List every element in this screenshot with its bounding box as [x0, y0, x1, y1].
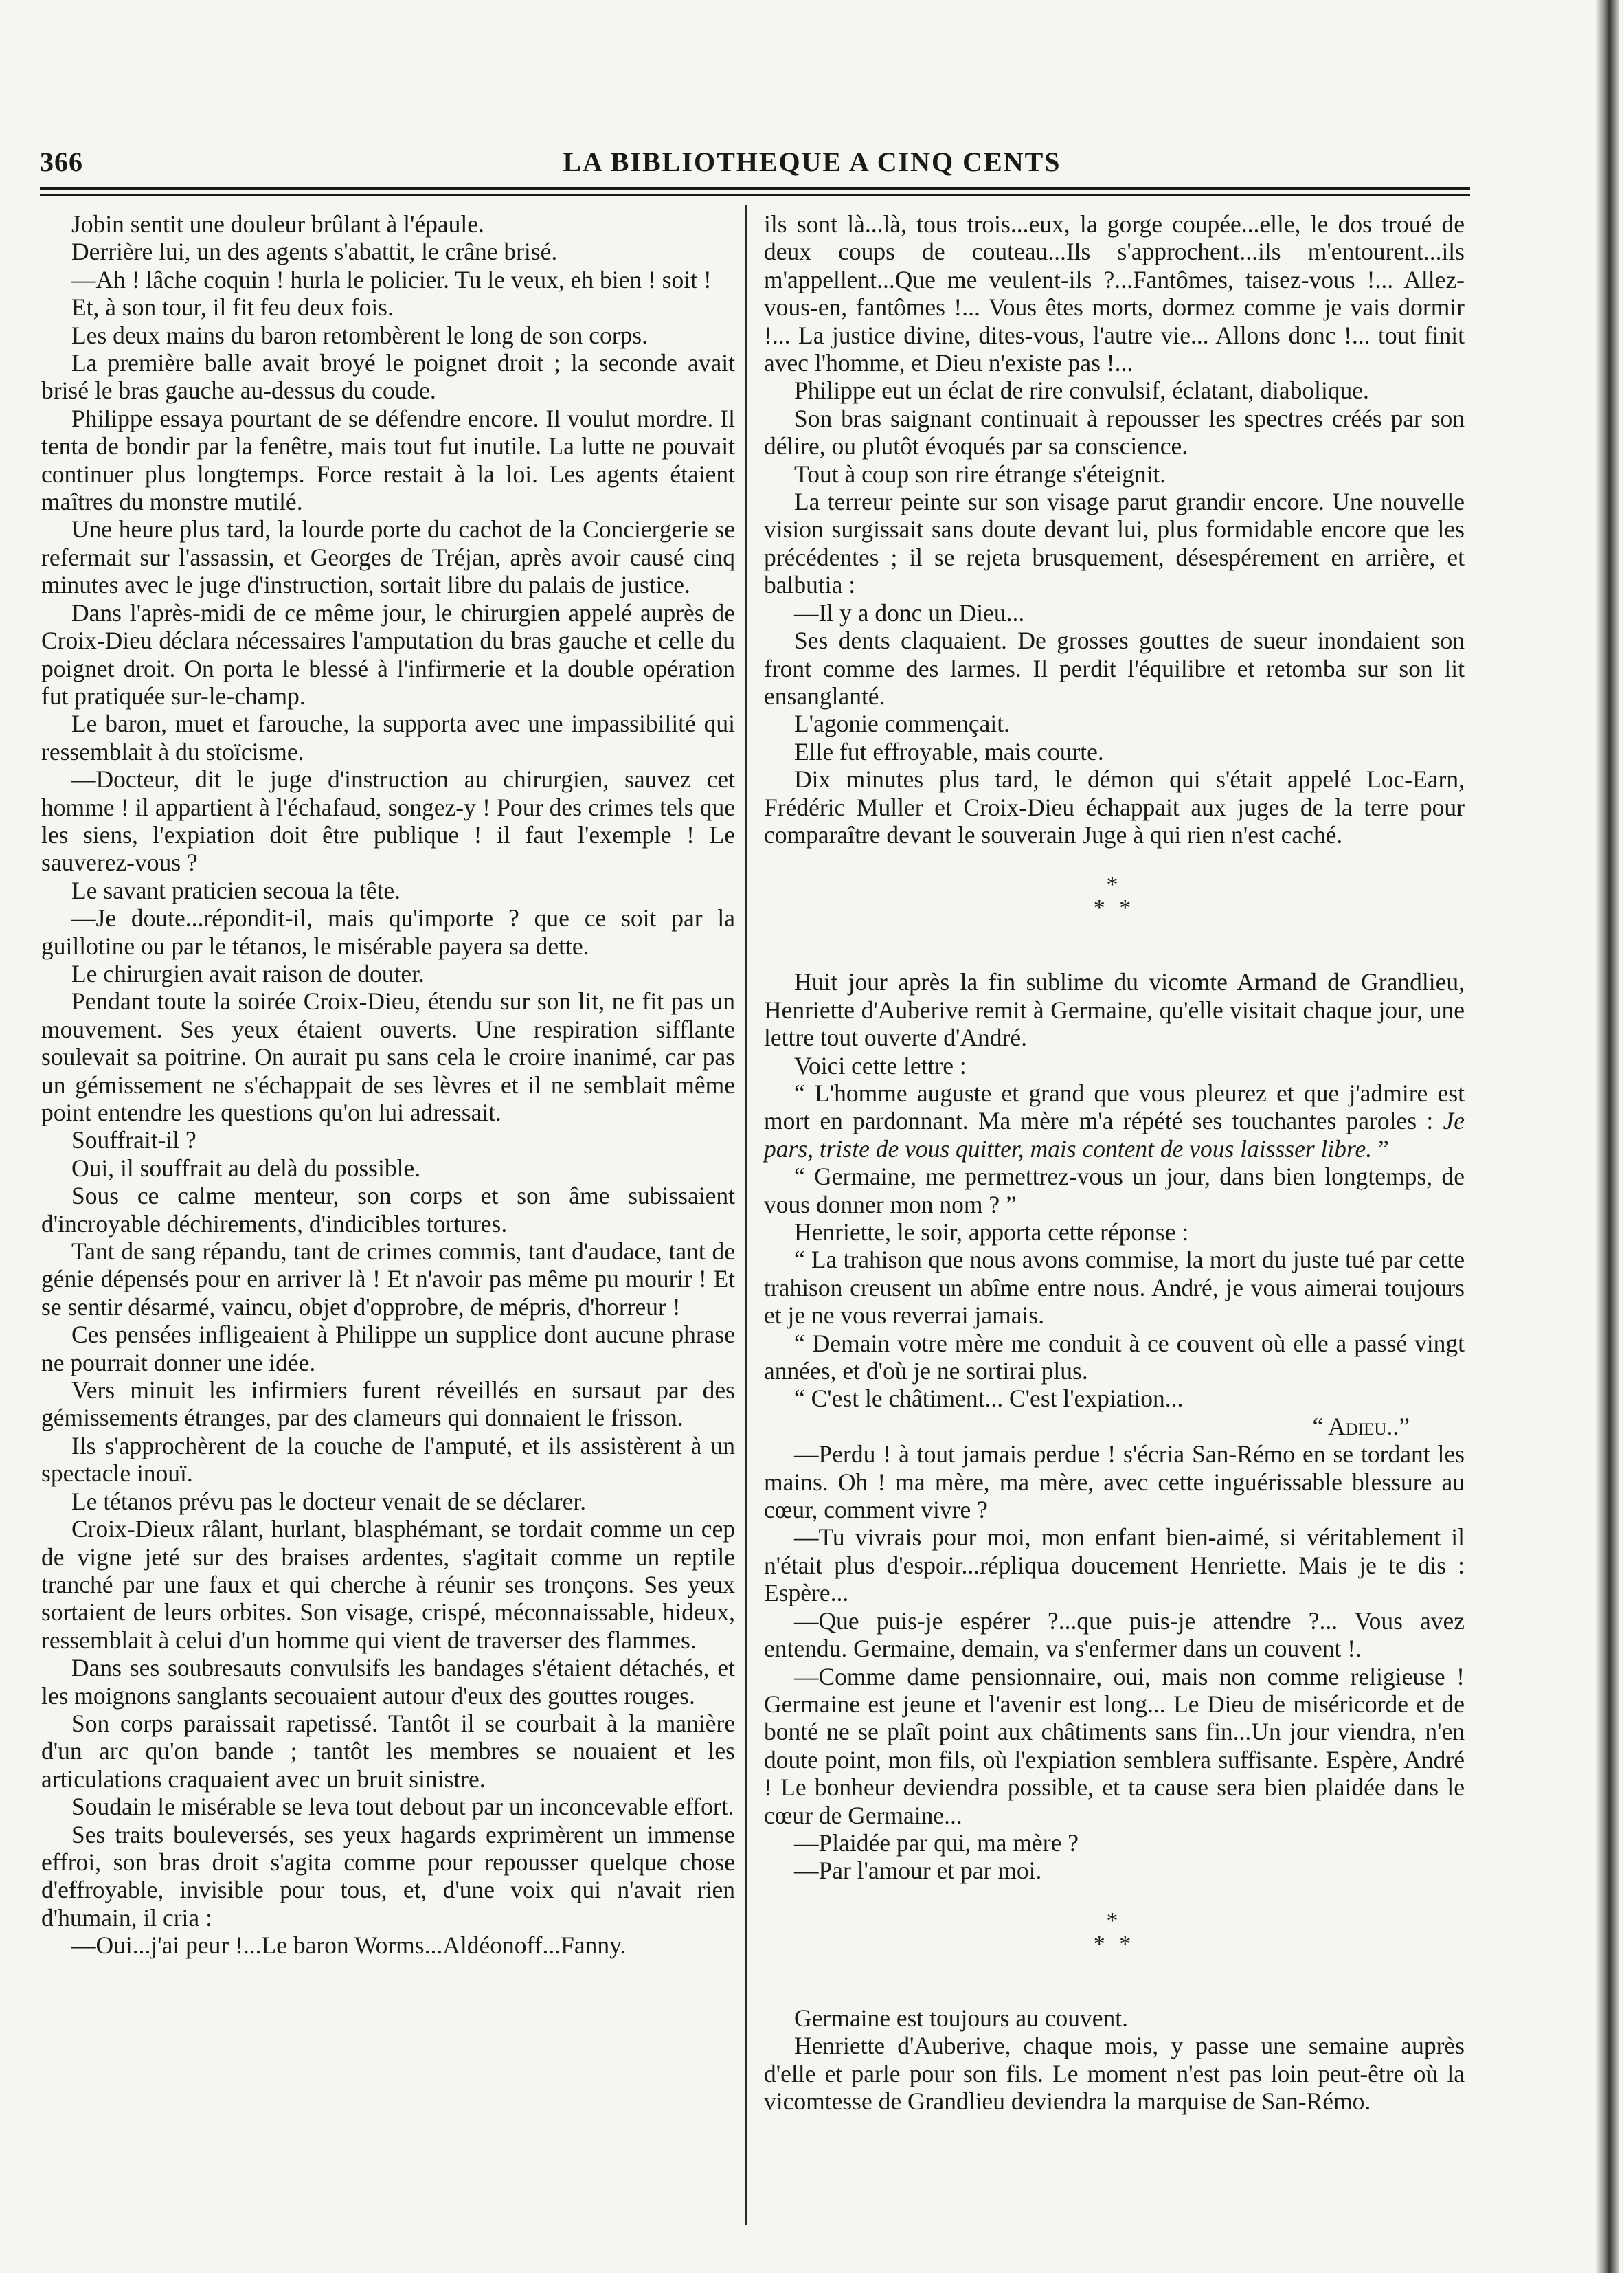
paragraph: Philippe eut un éclat de rire convulsif, éclatant, diabolique. [794, 377, 1369, 405]
paragraph: —Par l'amour et par moi. [794, 1857, 1042, 1885]
paragraph: Souffrait-il ? [71, 1126, 196, 1154]
letter-paragraph: “ Germaine, me permettrez-vous un jour, dans bien longtemps, de vous donner mon nom ? ” [764, 1163, 1465, 1218]
paragraph: Henriette d'Auberive, chaque mois, y passe une semaine auprès d'elle et parle pour son fils. Le moment n'est pas loin peut-être où la vicomtesse de Grandlieu deviendra la marquise de San-Rémo. [764, 2032, 1465, 2115]
paragraph: —Que puis-je espérer ?...que puis-je attendre ?... Vous avez entendu. Germaine, demain, va s'enfermer dans un couvent !. [764, 1606, 1465, 1663]
paragraph: Derrière lui, un des agents s'abattit, le crâne brisé. [71, 238, 558, 266]
paragraph: —Docteur, dit le juge d'instruction au chirurgien, sauvez cet homme ! il appartient à l'échafaud, songez-y ! Pour des crimes tels que les siens, l'expiation doit être publique ! il faut l'exemple ! Le sauverez-vous ? [41, 765, 735, 877]
paragraph: Vers minuit les infirmiers furent réveillés en sursaut par des gémissements étranges, par des clameurs qui donnaient le frisson. [41, 1376, 735, 1432]
paragraph: Ces pensées infligeaient à Philippe un supplice dont aucune phrase ne pourrait donner une idée. [41, 1321, 735, 1376]
paragraph: Les deux mains du baron retombèrent le long de son corps. [71, 321, 648, 349]
header-rule-thick [40, 187, 1470, 190]
paragraph: Soudain le misérable se leva tout debout par un inconcevable effort. [71, 1793, 734, 1821]
letter-italic-quote: Je pars, triste de vous quitter, mais content de vous laissser libre. [764, 1107, 1465, 1163]
header-rule-thin [40, 194, 1470, 196]
paragraph: Philippe essaya pourtant de se défendre encore. Il voulut mordre. Il tenta de bondir par la fenêtre, mais tout fut inutile. La lutte ne pouvait continuer plus longtemps. Force restait à la loi. Les agents étaient maîtres du monstre mutilé. [41, 404, 735, 516]
paragraph: Germaine est toujours au couvent. [794, 2004, 1129, 2032]
paragraph: Dans l'après-midi de ce même jour, le chirurgien appelé auprès de Croix-Dieu déclara nécessaires l'amputation du bras gauche et celle du poignet droit. On porta le blessé à l'infirmerie et la double opération fut pratiquée sur-le-champ. [41, 598, 735, 710]
paragraph: Tant de sang répandu, tant de crimes commis, tant d'audace, tant de génie dépensés pour en arriver là ! Et n'avoir pas même pu mourir ! Et se sentir désarmé, vaincu, objet d'opprobre, de mépris, d'horreur ! [41, 1238, 735, 1321]
paragraph: —Oui...j'ai peur !...Le baron Worms...Aldéonoff...Fanny. [71, 1932, 627, 1960]
paragraph: —Comme dame pensionnaire, oui, mais non comme religieuse ! Germaine est jeune et l'avenir est long... Le Dieu de miséricorde et de bonté ne se plaît point aux châtiments sans fin...Un jour viendra, n'en doute point, mon fils, où l'expiation semblera suffisante. Espère, André ! Le bonheur deviendra possible, et ta cause sera bien plaidée dans le cœur de Germaine... [764, 1662, 1465, 1829]
paragraph: Henriette, le soir, apporta cette réponse : [794, 1218, 1189, 1246]
paragraph: Dix minutes plus tard, le démon qui s'était appelé Loc-Earn, Frédéric Muller et Croix-Dieu échappait aux juges de la terre pour comparaître devant le souverain Juge à qui rien n'est caché. [764, 765, 1465, 849]
paragraph: Le chirurgien avait raison de douter. [71, 959, 425, 987]
paragraph: —Perdu ! à tout jamais perdue ! s'écria San-Rémo en se tordant les mains. Oh ! ma mère, ma mère, avec cette inguérissable blessure au cœur, comment vivre ? [764, 1440, 1465, 1524]
paragraph: Oui, il souffrait au delà du possible. [71, 1154, 421, 1182]
left-column [41, 210, 735, 1960]
letter-signoff: “ Adieu..” [1312, 1412, 1410, 1440]
paragraph: Ses dents claquaient. De grosses gouttes de sueur inondaient son front comme des larmes. Il perdit l'équilibre et retomba sur son lit ensanglanté. [764, 627, 1465, 710]
paragraph: La première balle avait broyé le poignet droit ; la seconde avait brisé le bras gauche au-dessus du coude. [41, 349, 735, 405]
letter-paragraph: “ L'homme auguste et grand que vous pleurez et que j'admire est mort en pardonnant. Ma mère m'a répété ses touchantes paroles : Je pars, triste de vous quitter, mais content de vous laissser libre. ” [764, 1079, 1465, 1163]
scan-edge [1595, 0, 1619, 2273]
paragraph: —Tu vivrais pour moi, mon enfant bien-aimé, si véritablement il n'était plus d'espoir...répliqua doucement Henriette. Mais je te dis : Espère... [764, 1523, 1465, 1607]
reply-paragraph: “ Demain votre mère me conduit à ce couvent où elle a passé vingt années, et d'où je ne sortirai plus. [764, 1329, 1465, 1385]
section-separator: * * * [1093, 1907, 1136, 1957]
paragraph: —Ah ! lâche coquin ! hurla le policier. Tu le veux, eh bien ! soit ! [71, 265, 712, 293]
paragraph: Le savant praticien secoua la tête. [71, 876, 401, 904]
paragraph: Voici cette lettre : [794, 1051, 967, 1079]
continued-paragraph: ils sont là...là, tous trois...eux, la gorge coupée...elle, le dos troué de deux coups de couteau...Ils s'approchent...ils m'entourent...ils m'appellent...Que me veulent-ils ?...Fantômes, taisez-vous !... Allez-vous-en, fantômes !... Vous êtes morts, dormez comme je vais dormir !... La justice divine, dites-vous, l'autre vie... Allons donc !... tout finit avec l'homme, et Dieu n'existe pas !... [764, 210, 1465, 377]
paragraph: Le tétanos prévu pas le docteur venait de se déclarer. [71, 1487, 587, 1515]
paragraph: Tout à coup son rire étrange s'éteignit. [794, 460, 1166, 488]
paragraph: Jobin sentit une douleur brûlant à l'épaule. [71, 210, 484, 238]
paragraph: Croix-Dieux râlant, hurlant, blasphémant, se tordait comme un cep de vigne jeté sur des braises ardentes, s'agitait comme un reptile tranché par une faux et qui cherche à réunir ses tronçons. Ses yeux sortaient de leurs orbites. Son visage, crispé, méconnaissable, hideux, ressemblait à celui d'un homme qui vient de traverser des flammes. [41, 1515, 735, 1654]
paragraph: L'agonie commençait. [794, 710, 1010, 738]
paragraph: Dans ses soubresauts convulsifs les bandages s'étaient détachés, et les moignons sanglants secouaient autour d'eux des gouttes rouges. [41, 1654, 735, 1710]
column-divider [745, 205, 747, 2225]
paragraph: —Plaidée par qui, ma mère ? [794, 1828, 1079, 1857]
paragraph: La terreur peinte sur son visage parut grandir encore. Une nouvelle vision surgissait sans doute devant lui, plus formidable encore que les précédentes ; il se rejeta brusquement, désespérement en arrière, et balbutia : [764, 488, 1465, 599]
reply-paragraph: “ La trahison que nous avons commise, la mort du juste tué par cette trahison creusent un abîme entre nous. André, je vous aimerai toujours et je ne vous reverrai jamais. [764, 1246, 1465, 1330]
reply-paragraph: “ C'est le châtiment... C'est l'expiation... [794, 1385, 1184, 1413]
paragraph: Le baron, muet et farouche, la supporta avec une impassibilité qui ressemblait à du stoïcisme. [41, 710, 735, 765]
paragraph: Huit jour après la fin sublime du vicomte Armand de Grandlieu, Henriette d'Auberive remit à Germaine, qu'elle visitait chaque jour, une lettre tout ouverte d'André. [764, 968, 1465, 1052]
running-title: LA BIBLIOTHEQUE A CINQ CENTS [563, 146, 1061, 177]
paragraph: Son bras saignant continuait à repousser les spectres créés par son délire, ou plutôt évoqués par sa conscience. [764, 404, 1465, 460]
page-number: 366 [40, 146, 83, 177]
paragraph: Une heure plus tard, la lourde porte du cachot de la Conciergerie se refermait sur l'assassin, et Georges de Tréjan, après avoir causé cinq minutes avec le juge d'instruction, sortait libre du palais de justice. [41, 515, 735, 599]
paragraph: Ses traits bouleversés, ses yeux hagards exprimèrent un immense effroi, son bras droit s'agita comme pour repousser quelque chose d'effroyable, invisible pour tous, et, d'une voix qui n'avait rien d'humain, il cria : [41, 1820, 735, 1932]
paragraph: Sous ce calme menteur, son corps et son âme subissaient d'incroyable déchirements, d'indicibles tortures. [41, 1182, 735, 1238]
section-separator: * * * [1093, 872, 1136, 921]
paragraph: Son corps paraissait rapetissé. Tantôt il se courbait à la manière d'un arc qu'on bande ; tantôt les membres se nouaient et les articulations craquaient avec un bruit sinistre. [41, 1709, 735, 1793]
paragraph: Ils s'approchèrent de la couche de l'amputé, et ils assistèrent à un spectacle inouï. [41, 1431, 735, 1488]
paragraph: —Il y a donc un Dieu... [794, 598, 1025, 627]
paragraph: Elle fut effroyable, mais courte. [794, 737, 1104, 765]
right-column [764, 210, 1465, 2115]
paragraph: Pendant toute la soirée Croix-Dieu, étendu sur son lit, ne fit pas un mouvement. Ses yeux étaient ouverts. Une respiration sifflante soulevait sa poitrine. On aurait pu sans cela le croire inanimé, car pas un gémissement ne s'échappait de ses lèvres et il ne semblait même point entendre les questions qu'on lui adressait. [41, 987, 735, 1126]
paragraph: —Je doute...répondit-il, mais qu'importe ? que ce soit par la guillotine ou par le tétanos, le misérable payera sa dette. [41, 904, 735, 960]
paragraph: Et, à son tour, il fit feu deux fois. [71, 293, 394, 322]
